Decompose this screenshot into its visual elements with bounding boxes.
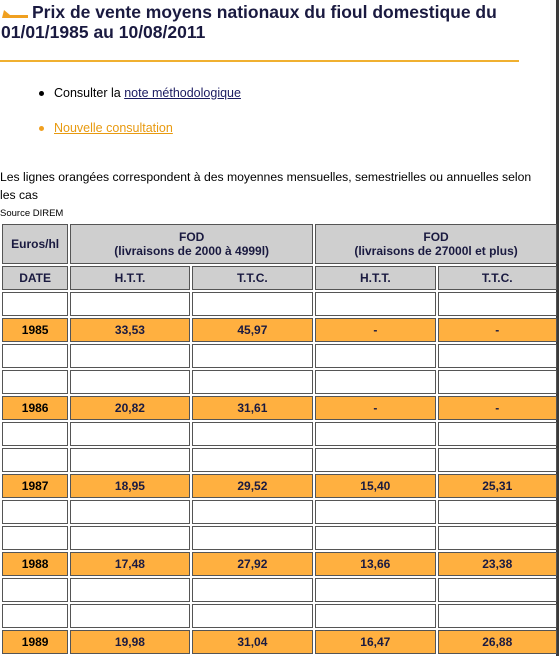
ttc-cell: 25,31 bbox=[438, 474, 557, 498]
title-arrow-icon bbox=[2, 10, 28, 18]
page-title-line1: Prix de vente moyens nationaux du fioul domestique du bbox=[32, 2, 497, 22]
table-row bbox=[2, 396, 557, 420]
spacer-row bbox=[2, 526, 557, 550]
htt-cell: - bbox=[315, 396, 435, 420]
htt-cell: 16,47 bbox=[315, 630, 435, 654]
year-cell: 1985 bbox=[2, 318, 68, 342]
bullet-icon bbox=[39, 126, 44, 131]
htt-cell: 17,48 bbox=[70, 552, 189, 576]
new-consultation-link[interactable]: Nouvelle consultation bbox=[54, 121, 173, 135]
htt-cell: 18,95 bbox=[70, 474, 189, 498]
consult-prefix-text: Consulter la bbox=[54, 86, 125, 100]
table-row bbox=[2, 630, 557, 654]
ttc-cell: 31,04 bbox=[192, 630, 313, 654]
ttc-cell: 23,38 bbox=[438, 552, 557, 576]
ttc-cell: 29,52 bbox=[192, 474, 313, 498]
group-header-large-delivery bbox=[315, 224, 557, 264]
htt-cell: 13,66 bbox=[315, 552, 435, 576]
htt-cell: - bbox=[315, 318, 435, 342]
bullet-icon bbox=[39, 91, 44, 96]
spacer-row bbox=[2, 344, 557, 368]
ttc-cell: - bbox=[438, 396, 557, 420]
year-cell: 1988 bbox=[2, 552, 68, 576]
group-header-subtitle: (livraisons de 27000l et plus) bbox=[354, 244, 518, 258]
htt-cell: 20,82 bbox=[70, 396, 189, 420]
htt-cell: 15,40 bbox=[315, 474, 435, 498]
group-header-title: FOD bbox=[423, 230, 449, 244]
htt-column-header: H.T.T. bbox=[315, 266, 435, 290]
link-list bbox=[38, 84, 241, 137]
htt-cell: 19,98 bbox=[70, 630, 189, 654]
table-header-row bbox=[2, 224, 557, 264]
unit-header: Euros/hl bbox=[2, 224, 68, 264]
page-title-line2: 01/01/1985 au 10/08/2011 bbox=[1, 22, 206, 42]
group-header-small-delivery bbox=[70, 224, 313, 264]
ttc-cell: 26,88 bbox=[438, 630, 557, 654]
price-table bbox=[0, 222, 559, 656]
spacer-row bbox=[2, 370, 557, 394]
list-item-new-consultation bbox=[38, 119, 241, 137]
year-cell: 1986 bbox=[2, 396, 68, 420]
spacer-row bbox=[2, 500, 557, 524]
table-subheader-row bbox=[2, 266, 557, 290]
ttc-cell: 45,97 bbox=[192, 318, 313, 342]
ttc-column-header: T.T.C. bbox=[438, 266, 557, 290]
page-title bbox=[0, 0, 540, 42]
date-column-header: DATE bbox=[2, 266, 68, 290]
methodology-note-link[interactable]: note méthodologique bbox=[124, 86, 241, 100]
htt-cell: 33,53 bbox=[70, 318, 189, 342]
spacer-row bbox=[2, 292, 557, 316]
spacer-row bbox=[2, 604, 557, 628]
group-header-title: FOD bbox=[179, 230, 205, 244]
ttc-cell: 27,92 bbox=[192, 552, 313, 576]
year-cell: 1987 bbox=[2, 474, 68, 498]
group-header-subtitle: (livraisons de 2000 à 4999l) bbox=[114, 244, 270, 258]
year-cell: 1989 bbox=[2, 630, 68, 654]
ttc-cell: - bbox=[438, 318, 557, 342]
htt-column-header: H.T.T. bbox=[70, 266, 189, 290]
table-row bbox=[2, 552, 557, 576]
list-item-methodology bbox=[38, 84, 241, 102]
spacer-row bbox=[2, 448, 557, 472]
legend-note: Les lignes orangées correspondent à des moyennes mensuelles, semestrielles ou annuelles selon les cas bbox=[0, 170, 532, 202]
page-header bbox=[0, 0, 540, 42]
table-row bbox=[2, 318, 557, 342]
spacer-row bbox=[2, 578, 557, 602]
spacer-row bbox=[2, 422, 557, 446]
title-divider bbox=[0, 60, 519, 62]
ttc-column-header: T.T.C. bbox=[192, 266, 313, 290]
table-row bbox=[2, 474, 557, 498]
ttc-cell: 31,61 bbox=[192, 396, 313, 420]
source-label: Source DIREM bbox=[0, 208, 64, 219]
